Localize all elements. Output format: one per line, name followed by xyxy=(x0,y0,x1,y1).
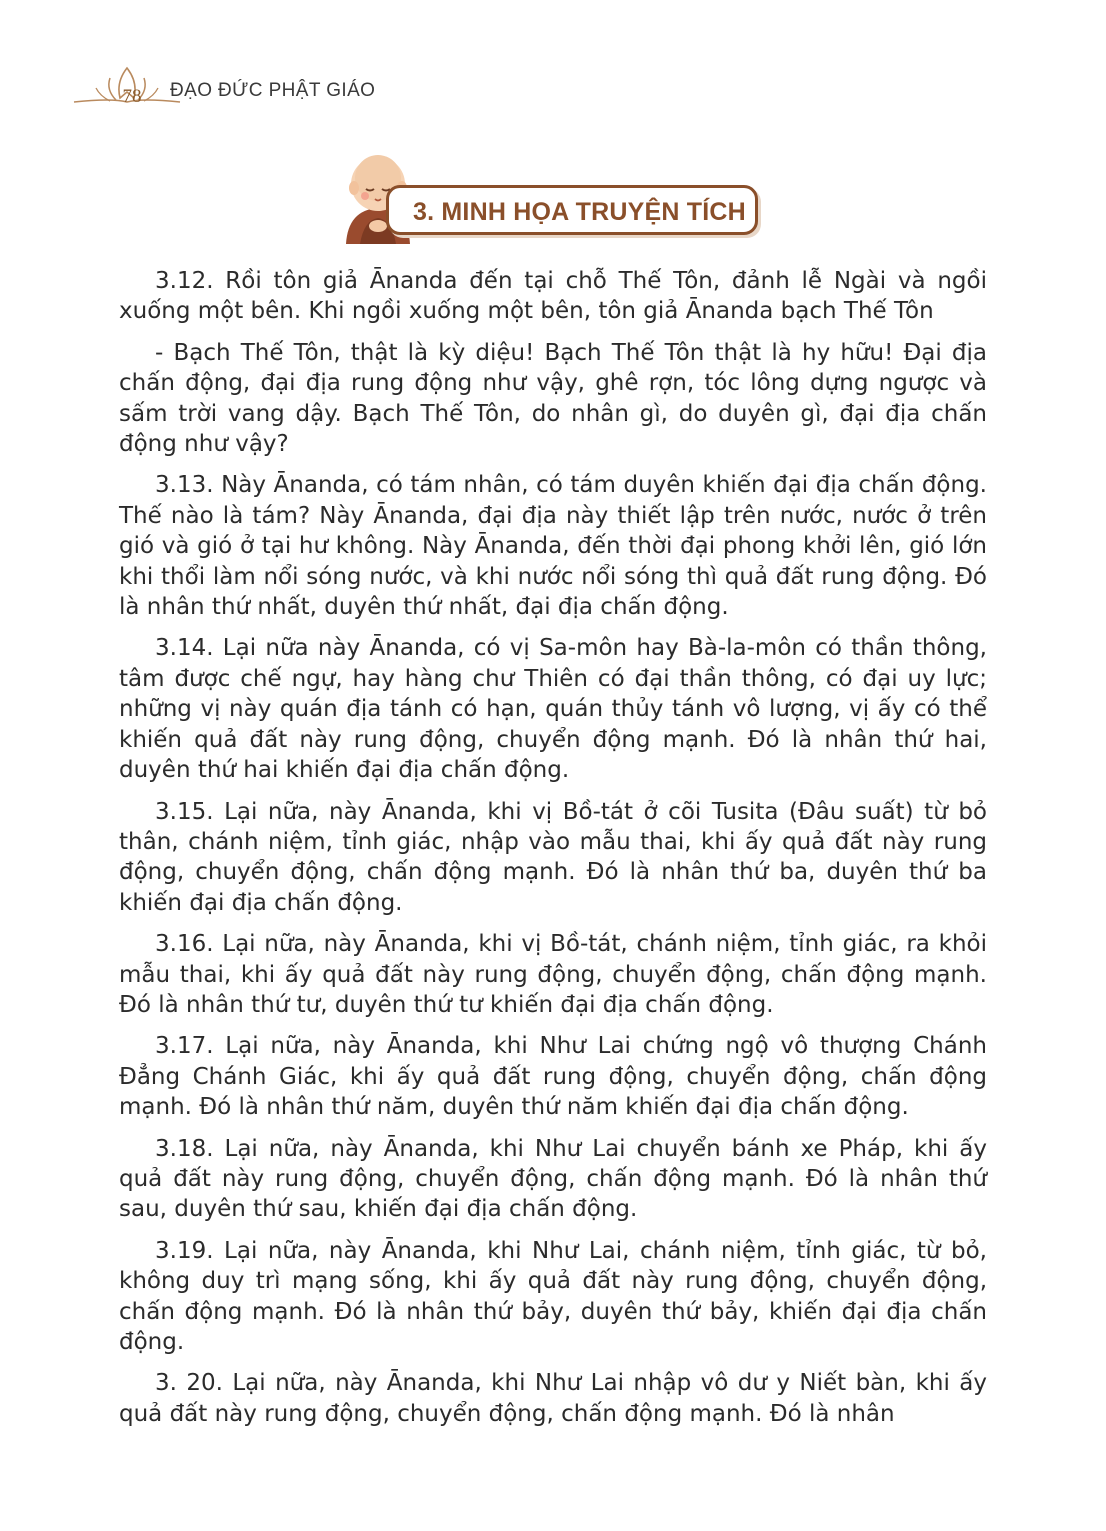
page-number: 78 xyxy=(122,86,142,107)
paragraph: 3.19. Lại nữa, này Ānanda, khi Như Lai, chánh niệm, tỉnh giác, từ bỏ, không duy trì mạng sống, khi ấy quả đất này rung động, chuyển động, chấn động mạnh. Đó là nhân thứ bảy, duyên thứ bảy, khiến đại địa chấn động. xyxy=(119,1237,987,1355)
paragraph: 3.18. Lại nữa, này Ānanda, khi Như Lai chuyển bánh xe Pháp, khi ấy quả đất này rung động, chuyển động, chấn động mạnh. Đó là nhân thứ sau, duyên thứ sau, khiến đại địa chấn động. xyxy=(119,1135,987,1223)
paragraph: 3.17. Lại nữa, này Ānanda, khi Như Lai chứng ngộ vô thượng Chánh Đẳng Chánh Giác, khi ấy quả đất rung động, chuyển động, chấn động mạnh. Đó là nhân thứ năm, duyên thứ năm khiến đại địa chấn động. xyxy=(119,1033,987,1121)
running-title: ĐẠO ĐỨC PHẬT GIÁO xyxy=(170,80,376,101)
section-banner xyxy=(338,152,768,247)
paragraph: 3.13. Này Ānanda, có tám nhân, có tám duyên khiến đại địa chấn động. Thế nào là tám? Này Ānanda, đại địa này thiết lập trên nước, nước ở trên gió và gió ở tại hư không. Này Ānanda, đến thời đại phong khởi lên, gió lớn khi thổi làm nổi sóng nước, và khi nước nổi sóng thì quả đất rung động. Đó là nhân thứ nhất, duyên thứ nhất, đại địa chấn động. xyxy=(119,472,987,621)
section-heading: 3. MINH HỌA TRUYỆN TÍCH xyxy=(413,198,746,226)
body-text xyxy=(119,266,987,1440)
paragraph: 3. 20. Lại nữa, này Ānanda, khi Như Lai nhập vô dư y Niết bàn, khi ấy quả đất này rung động, chuyển động, chấn động mạnh. Đó là nhân xyxy=(119,1370,987,1427)
paragraph: 3.12. Rồi tôn giả Ānanda đến tại chỗ Thế Tôn, đảnh lễ Ngài và ngồi xuống một bên. Khi ngồi xuống một bên, tôn giả Ānanda bạch Thế Tôn xyxy=(119,268,987,325)
paragraph: 3.14. Lại nữa này Ānanda, có vị Sa-môn hay Bà-la-môn có thần thông, tâm được chế ngự, hay hàng chư Thiên có đại thần thông, có đại uy lực; những vị này quán địa tánh có hạn, quán thủy tánh vô lượng, vị ấy có thể khiến quả đất này rung động, chuyển động mạnh. Đó là nhân thứ hai, duyên thứ hai khiến đại địa chấn động. xyxy=(119,635,987,784)
page-header xyxy=(72,62,492,112)
section-heading-box xyxy=(386,185,758,235)
paragraph: - Bạch Thế Tôn, thật là kỳ diệu! Bạch Thế Tôn thật là hy hữu! Đại địa chấn động, đại địa rung động như vậy, ghê rợn, tóc lông dựng ngược và sấm trời vang dậy. Bạch Thế Tôn, do nhân gì, do duyên gì, đại địa chấn động như vậy? xyxy=(119,339,987,458)
paragraph: 3.15. Lại nữa, này Ānanda, khi vị Bồ-tát ở cõi Tusita (Đâu suất) từ bỏ thân, chánh niệm, tỉnh giác, nhập vào mẫu thai, khi ấy quả đất này rung động, chuyển động, chấn động mạnh. Đó là nhân thứ ba, duyên thứ ba khiến đại địa chấn động. xyxy=(119,798,987,916)
paragraph: 3.16. Lại nữa, này Ānanda, khi vị Bồ-tát, chánh niệm, tỉnh giác, ra khỏi mẫu thai, khi ấy quả đất này rung động, chuyển động, chấn động mạnh. Đó là nhân thứ tư, duyên thứ tư khiến đại địa chấn động. xyxy=(119,931,987,1018)
